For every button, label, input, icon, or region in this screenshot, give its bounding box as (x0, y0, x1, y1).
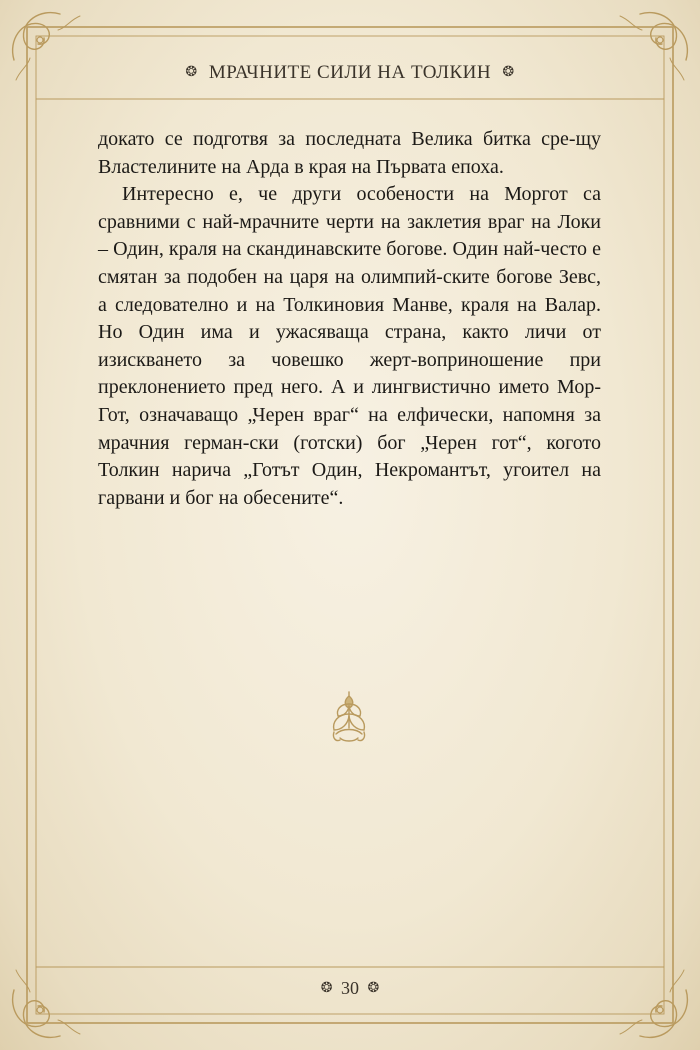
body-text (98, 126, 601, 512)
rosette-ornament-icon: ❂ (367, 981, 380, 996)
wheat-sheaf-ornament-icon (326, 688, 372, 746)
rosette-ornament-icon: ❂ (502, 65, 515, 80)
running-head (0, 61, 700, 85)
page-number: 30 (341, 978, 359, 998)
page-footer (0, 977, 700, 1000)
running-title: МРАЧНИТЕ СИЛИ НА ТОЛКИН (208, 62, 492, 83)
paragraph-1: докато се подготвя за последната Велика битка сре-щу Властелините на Арда в края на Първата епоха. (98, 128, 601, 178)
rosette-ornament-icon: ❂ (185, 65, 198, 80)
rosette-ornament-icon: ❂ (320, 981, 333, 996)
paragraph-2: Интересно е, че други особености на Моргот са сравними с най-мрачните черти на заклетия враг на Локи – Один, краля на скандинавските богове. Один най-често е смятан за подобен на царя на олимпий-ските богове Зевс, а следователно и на Толкиновия Манве, краля на Валар. Но Один има и ужасяваща страна, както личи от изискването за човешко жерт-воприношение при преклонението пред него. А и лингвистично името Мор-Гот, означаващо „Черен враг“ на елфически, напомня за мрачния герман-ски (готски) бог „Черен гот“, когото Толкин нарича „Готът Один, Некромантът, угоител на гарвани и бог на обесените“. (98, 183, 601, 509)
